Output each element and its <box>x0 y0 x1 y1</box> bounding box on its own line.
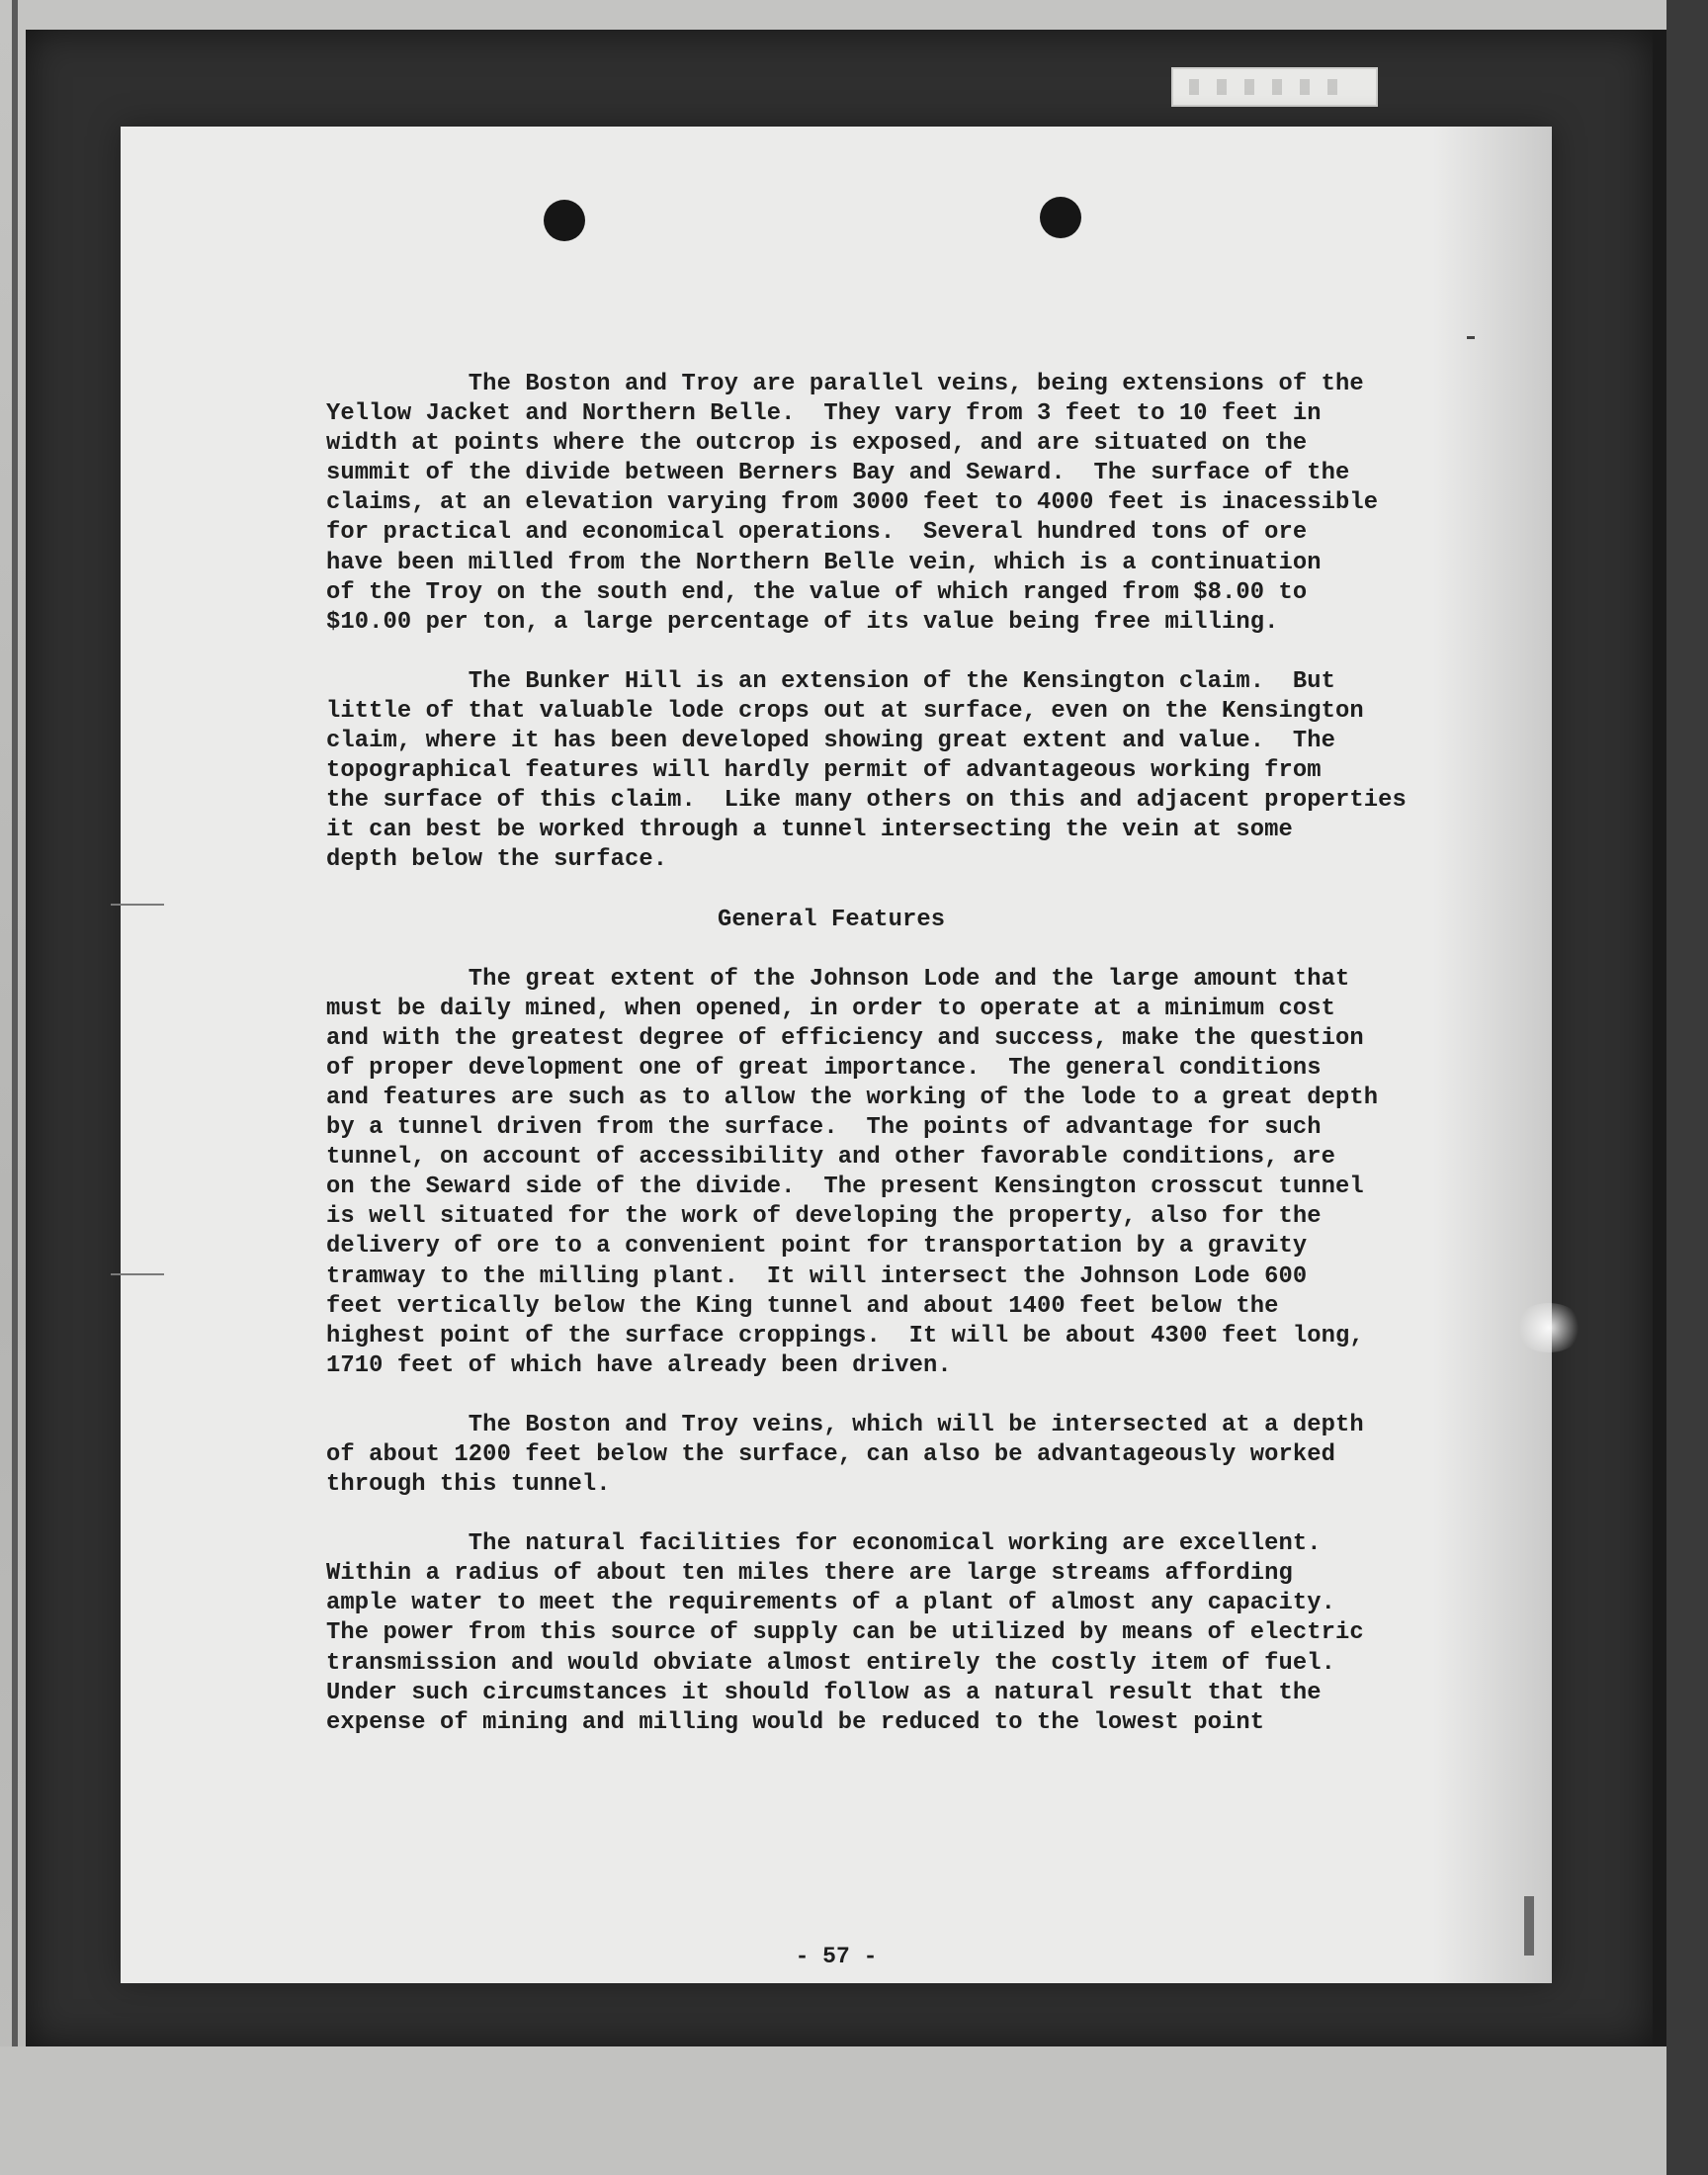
text-line: little of that valuable lode crops out at surface, even on the Kensington <box>326 697 1364 725</box>
text-line: and with the greatest degree of efficiency and success, make the question <box>326 1024 1364 1052</box>
stamp-mark <box>1327 79 1337 95</box>
scan-margin-right <box>1666 0 1708 2175</box>
page-speck <box>111 1273 164 1275</box>
document-body <box>326 370 1611 1768</box>
text-line: by a tunnel driven from the surface. The points of advantage for such <box>326 1114 1322 1142</box>
text-line: expense of mining and milling would be reduced to the lowest point <box>326 1708 1265 1736</box>
text-line: The natural facilities for economical working are excellent. <box>326 1530 1322 1558</box>
text-line: ample water to meet the requirements of a plant of almost any capacity. <box>326 1590 1336 1617</box>
film-edge-left <box>12 0 18 2056</box>
text-line: claim, where it has been developed showing great extent and value. The <box>326 728 1336 755</box>
stamp-mark <box>1244 79 1254 95</box>
paragraph <box>326 667 1611 876</box>
illegible-stamp <box>1171 67 1378 107</box>
text-line: Yellow Jacket and Northern Belle. They vary from 3 feet to 10 feet in <box>326 400 1322 428</box>
text-line: Within a radius of about ten miles there are large streams affording <box>326 1560 1293 1588</box>
text-line: of proper development one of great importance. The general conditions <box>326 1054 1322 1082</box>
stamp-mark <box>1217 79 1227 95</box>
text-line: highest point of the surface croppings. It will be about 4300 feet long, <box>326 1322 1364 1349</box>
stamp-mark <box>1300 79 1310 95</box>
section-heading: General Features <box>718 906 946 933</box>
text-line: summit of the divide between Berners Bay and Seward. The surface of the <box>326 460 1350 487</box>
text-line: of about 1200 feet below the surface, can also be advantageously worked <box>326 1441 1336 1468</box>
text-line: it can best be worked through a tunnel intersecting the vein at some <box>326 817 1293 844</box>
text-line: Under such circumstances it should follow as a natural result that the <box>326 1679 1322 1706</box>
text-line: tunnel, on account of accessibility and other favorable conditions, are <box>326 1144 1336 1172</box>
text-line: topographical features will hardly permit of advantageous working from <box>326 757 1322 785</box>
text-line: The Boston and Troy veins, which will be intersected at a depth <box>326 1411 1364 1438</box>
punch-hole <box>544 200 585 241</box>
page-speck <box>1467 336 1475 339</box>
text-line: depth below the surface. <box>326 846 668 874</box>
text-line: and features are such as to allow the working of the lode to a great depth <box>326 1084 1379 1111</box>
paragraph <box>326 965 1611 1381</box>
scan-margin-bottom <box>0 2046 1670 2175</box>
page-speck <box>111 904 164 906</box>
text-line: The power from this source of supply can be utilized by means of electric <box>326 1619 1364 1647</box>
film-edge-right <box>1653 30 1666 2046</box>
text-line: tramway to the milling plant. It will intersect the Johnson Lode 600 <box>326 1262 1308 1290</box>
text-line: on the Seward side of the divide. The present Kensington crosscut tunnel <box>326 1174 1364 1201</box>
text-line: is well situated for the work of developing the property, also for the <box>326 1203 1322 1231</box>
text-line: feet vertically below the King tunnel and about 1400 feet below the <box>326 1292 1279 1320</box>
text-line: The Boston and Troy are parallel veins, being extensions of the <box>326 371 1364 397</box>
text-line: transmission and would obviate almost entirely the costly item of fuel. <box>326 1649 1336 1677</box>
punch-hole <box>1040 197 1081 238</box>
text-line: 1710 feet of which have already been driven. <box>326 1351 952 1379</box>
text-line: through this tunnel. <box>326 1471 611 1499</box>
text-line: delivery of ore to a convenient point for transportation by a gravity <box>326 1233 1308 1261</box>
page-number: - 57 - <box>795 1944 878 1969</box>
text-line: for practical and economical operations. Several hundred tons of ore <box>326 519 1308 547</box>
text-line: $10.00 per ton, a large percentage of its value being free milling. <box>326 608 1279 636</box>
text-line: the surface of this claim. Like many others on this and adjacent properties <box>326 787 1407 815</box>
text-line: The great extent of the Johnson Lode and the large amount that <box>326 965 1350 993</box>
paragraph <box>326 1529 1611 1738</box>
text-line: claims, at an elevation varying from 3000 feet to 4000 feet is inacessible <box>326 489 1379 517</box>
paragraph <box>326 370 1611 638</box>
text-line: width at points where the outcrop is exposed, and are situated on the <box>326 430 1308 458</box>
text-line: must be daily mined, when opened, in order to operate at a minimum cost <box>326 995 1336 1022</box>
paragraph <box>326 1411 1611 1500</box>
text-line: The Bunker Hill is an extension of the Kensington claim. But <box>326 667 1336 695</box>
document-page <box>121 127 1552 1983</box>
stamp-mark <box>1189 79 1199 95</box>
text-line: have been milled from the Northern Belle vein, which is a continuation <box>326 549 1322 576</box>
text-line: of the Troy on the south end, the value of which ranged from $8.00 to <box>326 578 1308 606</box>
stamp-mark <box>1272 79 1282 95</box>
